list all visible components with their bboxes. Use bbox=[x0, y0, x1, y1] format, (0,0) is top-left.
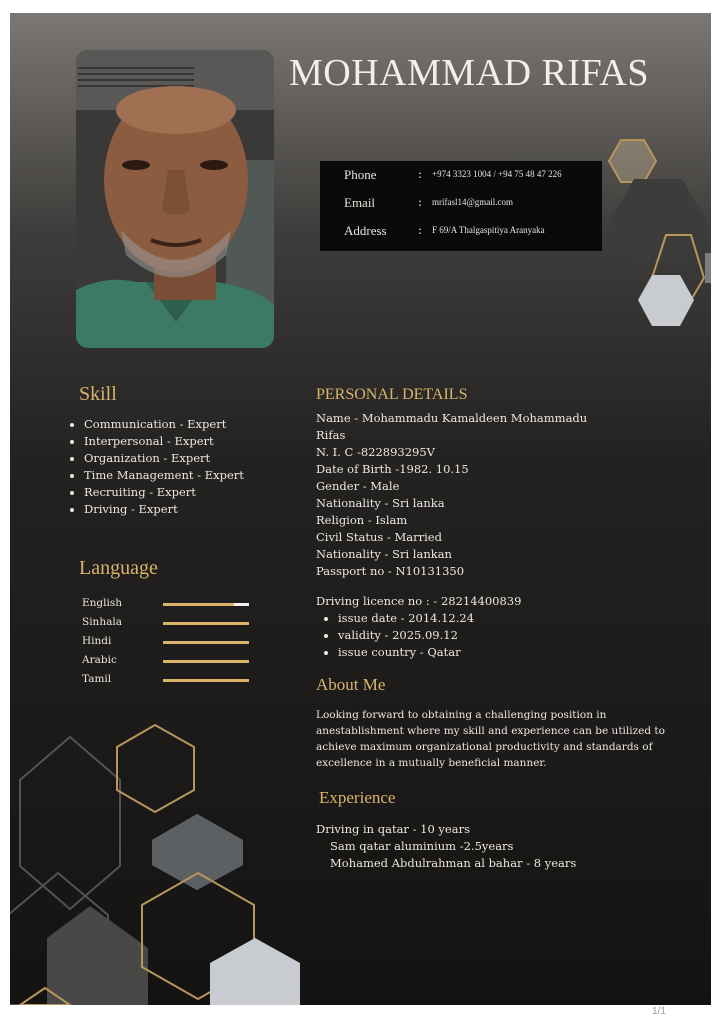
list-item: • Organization - Expert bbox=[84, 450, 244, 467]
email-value: mrifasl14@gmail.com bbox=[432, 197, 514, 207]
skill-heading: Skill bbox=[79, 383, 117, 405]
detail-line: Rifas bbox=[316, 428, 346, 442]
detail-line: Nationality - Sri lankan bbox=[316, 547, 452, 561]
resume-page bbox=[10, 13, 711, 1005]
hexagon-shape bbox=[152, 814, 243, 890]
language-name: English bbox=[82, 597, 123, 609]
personal-details bbox=[316, 410, 606, 580]
list-item: • Communication - Expert bbox=[84, 416, 244, 433]
page-number: 1/1 bbox=[652, 1006, 666, 1017]
detail-line: Name - Mohammadu Kamaldeen Mohammadu bbox=[316, 411, 588, 425]
list-item: • Interpersonal - Expert bbox=[84, 433, 244, 450]
language-name: Sinhala bbox=[82, 616, 122, 628]
list-item: • validity - 2025.09.12 bbox=[338, 627, 521, 644]
driving-licence bbox=[316, 593, 521, 661]
detail-line: Gender - Male bbox=[316, 479, 400, 493]
list-item: • Driving - Expert bbox=[84, 501, 244, 518]
detail-line: N. I. C -822893295V bbox=[316, 445, 435, 459]
list-item: • Recruiting - Expert bbox=[84, 484, 244, 501]
list-item: Mohamed Abdulrahman al bahar - 8 years bbox=[330, 856, 577, 870]
contact-separator: : bbox=[418, 195, 423, 209]
experience-main: Driving in qatar - 10 years bbox=[316, 822, 470, 836]
candidate-name: MOHAMMAD RIFAS bbox=[289, 52, 649, 94]
licence-list bbox=[316, 610, 521, 661]
about-heading: About Me bbox=[316, 675, 386, 694]
hexagon-outline bbox=[117, 725, 194, 812]
language-heading: Language bbox=[79, 557, 158, 579]
language-name: Hindi bbox=[82, 635, 112, 647]
contact-box bbox=[320, 161, 602, 251]
phone-value: +974 3323 1004 / +94 75 48 47 226 bbox=[432, 169, 562, 179]
portrait-image bbox=[76, 50, 274, 348]
language-level-bar bbox=[163, 660, 249, 663]
contact-label: Email bbox=[344, 195, 376, 210]
list-item: Sam qatar aluminium -2.5years bbox=[330, 839, 514, 853]
experience-heading: Experience bbox=[319, 788, 396, 807]
detail-line: Civil Status - Married bbox=[316, 530, 442, 544]
licence-number: Driving licence no : - 28214400839 bbox=[316, 594, 522, 608]
language-level-remainder bbox=[234, 603, 249, 606]
hexagon-shape bbox=[705, 253, 711, 283]
contact-row-email bbox=[320, 195, 602, 219]
personal-details-heading: PERSONAL DETAILS bbox=[316, 386, 468, 403]
language-level-bar bbox=[163, 679, 249, 682]
language-level-bar bbox=[163, 603, 249, 606]
hexagon-shape bbox=[609, 140, 656, 182]
address-value: F 69/A Thalgaspitiya Aranyaka bbox=[432, 225, 545, 235]
contact-row-address bbox=[320, 223, 602, 247]
list-item: • issue date - 2014.12.24 bbox=[338, 610, 521, 627]
about-text: Looking forward to obtaining a challenging position in anestablishment where my skill and experience can be utilized to achieve maximum organizational productivity and standards of excellence in a mutually beneficial manner. bbox=[316, 709, 665, 769]
hexagon-shape bbox=[610, 179, 706, 263]
language-level-bar bbox=[163, 641, 249, 644]
language-name: Arabic bbox=[82, 654, 117, 666]
experience-list bbox=[316, 821, 576, 872]
detail-line: Religion - Islam bbox=[316, 513, 408, 527]
contact-row-phone bbox=[320, 167, 602, 191]
language-level-bar bbox=[163, 622, 249, 625]
detail-line: Date of Birth -1982. 10.15 bbox=[316, 462, 469, 476]
language-name: Tamil bbox=[82, 673, 112, 685]
contact-label: Address bbox=[344, 223, 387, 238]
contact-separator: : bbox=[418, 167, 423, 181]
detail-line: Passport no - N10131350 bbox=[316, 564, 465, 578]
hexagon-shape bbox=[210, 938, 300, 1005]
list-item: • issue country - Qatar bbox=[338, 644, 521, 661]
contact-separator: : bbox=[418, 223, 423, 237]
list-item: • Time Management - Expert bbox=[84, 467, 244, 484]
skill-list bbox=[70, 416, 244, 518]
profile-photo bbox=[76, 50, 274, 348]
contact-label: Phone bbox=[344, 167, 377, 182]
hexagon-shape bbox=[47, 906, 148, 1005]
hexagon-shape bbox=[638, 275, 694, 326]
detail-line: Nationality - Sri lanka bbox=[316, 496, 445, 510]
